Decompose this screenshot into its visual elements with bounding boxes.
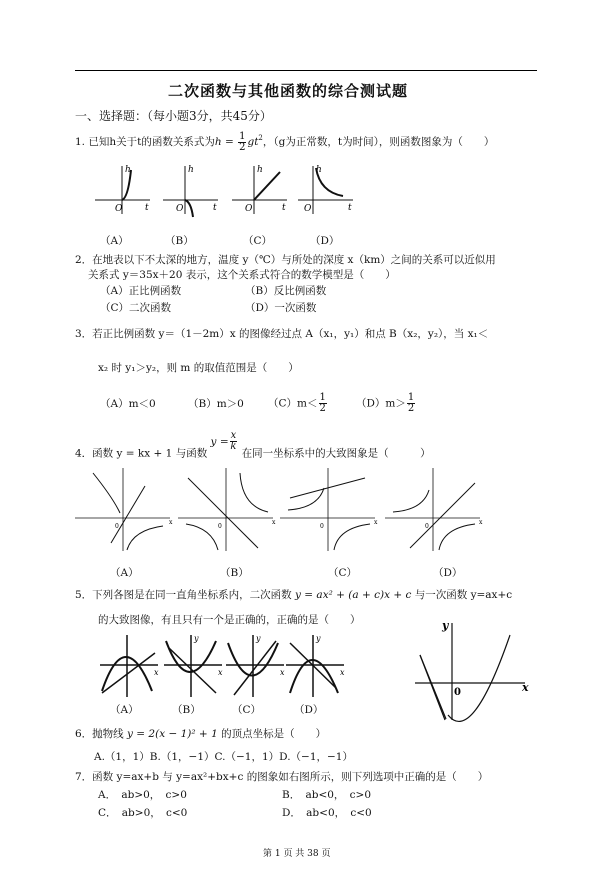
q1-option-a: （A） — [100, 235, 129, 247]
axis-x-label: x — [522, 681, 529, 694]
q5-graph-a — [100, 633, 160, 698]
q1-graph-c — [232, 162, 292, 217]
question-6-text: 6．抛物线 y = 2(x − 1)² + 1 的顶点坐标是（ ） — [75, 728, 327, 740]
svg-text:h: h — [316, 165, 322, 175]
q1-option-d: （D） — [310, 235, 340, 247]
svg-text:x: x — [218, 668, 223, 677]
page-footer: 第 1 页 共 38 页 — [263, 849, 331, 859]
q2-option-a: （A）正比例函数 — [100, 285, 182, 297]
q1-graph-a — [95, 162, 155, 217]
svg-text:t: t — [282, 203, 286, 213]
question-4-text: 4．函数 y = kx + 1 与函数 y = $\frac{x}{k}$ 在同一坐标系中的大致图象是（ ） — [75, 430, 431, 460]
q1-option-c: （C） — [243, 235, 273, 247]
svg-text:O: O — [176, 204, 184, 214]
question-7-text: 7．函数 y=ax+b 与 y=ax²+bx+c 的图象如右图所示，则下列选项中正确的是（ ） — [75, 771, 489, 783]
svg-text:x: x — [154, 668, 159, 677]
q5-option-c: （C） — [232, 704, 262, 716]
svg-text:t: t — [213, 203, 217, 213]
svg-text:0: 0 — [320, 523, 324, 530]
q2-option-c: （C）二次函数 — [100, 302, 172, 314]
question-2-line-1: 2．在地表以下不太深的地方，温度 y（℃）与所处的深度 x（km）之间的关系可以近似用 — [75, 254, 496, 266]
svg-text:y: y — [194, 634, 199, 643]
question-5-line-1: 5．下列各图是在同一直角坐标系内，二次函数 y = ax² + (a + c)x + c 与一次函数 y=ax+c — [75, 589, 513, 601]
q4-graph-b — [178, 468, 278, 553]
svg-text:x: x — [479, 519, 483, 526]
q4-graph-c — [280, 468, 380, 553]
q1-graph-d — [298, 162, 358, 217]
q4-graph-a — [75, 468, 175, 553]
question-1-text: 1. 已知h关于t的函数关系式为h = $\frac{1}{2}$ $gt^2$，（g为正常数，t为时间），则函数图象为（ ） — [75, 130, 495, 153]
q5-graph-b — [164, 633, 224, 698]
svg-text:y: y — [316, 634, 321, 643]
q5-graph-d — [286, 633, 346, 698]
q2-option-b: （B）反比例函数 — [245, 285, 327, 297]
q5-option-a: （A） — [110, 704, 139, 716]
q6-options: A.（1，1）B.（1，−1）C.（−1，1）D.（−1，−1） — [94, 751, 353, 763]
q1-graph-b — [163, 162, 223, 217]
origin-label: 0 — [454, 687, 461, 698]
q4-option-c: （C） — [328, 567, 358, 579]
svg-text:O: O — [245, 204, 253, 214]
origin-label: O — [115, 204, 123, 214]
svg-text:x: x — [374, 519, 378, 526]
svg-text:0: 0 — [218, 523, 222, 530]
question-2-line-2: 关系式 y＝35x＋20 表示，这个关系式符合的数学模型是（ ） — [88, 269, 396, 281]
section-heading: 一、选择题：（每小题3分，共45分） — [75, 109, 272, 123]
q7-option-a: A． ab>0， c>0 — [98, 789, 187, 801]
question-3-line-1: 3．若正比例函数 y＝（1－2m）x 的图像经过点 A（x₁，y₁）和点 B（x₂，y₂），当 x₁＜ — [75, 328, 489, 340]
top-rule — [75, 70, 537, 71]
svg-text:y: y — [256, 634, 261, 643]
q3-option-c: （C）m＜ $\frac{1}{2}$ — [268, 392, 326, 414]
q3-option-a: （A）m＜0 — [100, 398, 156, 410]
axis-t-label: t — [145, 203, 149, 213]
axis-y-label: y — [442, 619, 449, 632]
q5-option-d: （D） — [294, 704, 324, 716]
q4-option-b: （B） — [220, 567, 249, 579]
svg-text:h: h — [188, 165, 194, 175]
page-title: 二次函数与其他函数的综合测试题 — [168, 82, 409, 100]
q7-option-d: D． ab<0， c<0 — [282, 807, 372, 819]
svg-text:O: O — [304, 204, 312, 214]
q1-option-b: （B） — [165, 235, 194, 247]
q7-reference-graph — [410, 615, 535, 725]
svg-text:x: x — [280, 668, 285, 677]
svg-text:x: x — [169, 519, 173, 526]
q2-option-d: （D）一次函数 — [245, 302, 317, 314]
q7-option-c: C． ab>0， c<0 — [98, 807, 188, 819]
question-3-line-2: x₂ 时 y₁＞y₂，则 m 的取值范围是（ ） — [98, 362, 299, 374]
q3-option-b: （B）m＞0 — [188, 398, 244, 410]
q4-option-d: （D） — [433, 567, 463, 579]
svg-text:x: x — [272, 519, 276, 526]
svg-text:0: 0 — [425, 523, 429, 530]
q3-option-d: （D）m＞ $\frac{1}{2}$ — [356, 392, 415, 414]
q4-option-a: （A） — [110, 567, 139, 579]
q5-graph-c — [226, 633, 286, 698]
svg-text:x: x — [340, 668, 345, 677]
question-5-line-2: 的大致图像，有且只有一个是正确的，正确的是（ ） — [98, 614, 361, 626]
svg-text:h: h — [257, 165, 263, 175]
q5-option-b: （B） — [172, 704, 201, 716]
svg-text:t: t — [348, 203, 352, 213]
q4-graph-d — [385, 468, 485, 553]
axis-h-label: h — [125, 165, 131, 175]
svg-text:0: 0 — [115, 523, 119, 530]
q7-option-b: B． ab<0， c>0 — [282, 789, 372, 801]
